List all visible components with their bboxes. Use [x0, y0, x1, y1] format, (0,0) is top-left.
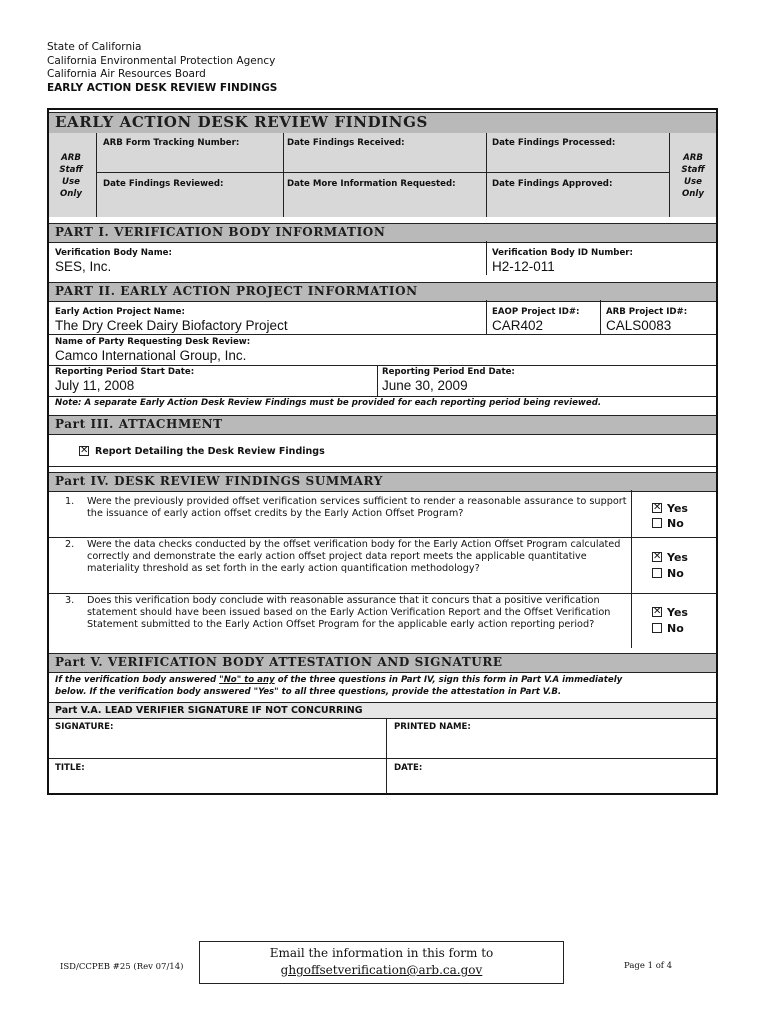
instr-part-b: of the three questions in Part IV, sign this form in Part V.A immediately — [274, 675, 623, 685]
question-1-text: Were the previously provided offset verification services sufficient to render a reasonable assurance to support the issuance of early action offset credits by the Early Action Offset Program? — [87, 496, 627, 520]
q2-yes-checkbox[interactable]: ✕ — [653, 551, 662, 562]
arb-right-3: Use — [684, 177, 702, 187]
reporting-period-note: Note: A separate Early Action Desk Review Findings must be provided for each reporting period being reviewed. — [55, 398, 602, 408]
part5-instructions-line2: below. If the verification body answered "Yes" to all three questions, provide the attestation in Part V.B. — [55, 687, 562, 697]
q3-no-label: No — [667, 622, 684, 635]
vb-name-label: Verification Body Name: — [55, 248, 172, 258]
part4-title: Part IV. DESK REVIEW FINDINGS SUMMARY — [55, 474, 383, 488]
form-id: ISD/CCPEB #25 (Rev 07/14) — [60, 962, 184, 972]
part5-instructions — [55, 675, 622, 685]
vb-id-value: H2-12-011 — [492, 259, 555, 274]
attachment-label: Report Detailing the Desk Review Findings — [95, 446, 325, 457]
end-date-value: June 30, 2009 — [382, 378, 468, 393]
date-processed-label: Date Findings Processed: — [492, 138, 616, 148]
attachment-checkbox[interactable]: ✕ — [80, 445, 89, 456]
part5-title: Part V. VERIFICATION BODY ATTESTATION AND SIGNATURE — [55, 655, 503, 669]
part1-title: PART I. VERIFICATION BODY INFORMATION — [55, 225, 386, 239]
signature-label: SIGNATURE: — [55, 722, 114, 732]
arb-right-4: Only — [682, 189, 704, 199]
arb-id-value: CALS0083 — [606, 318, 672, 333]
question-3-text: Does this verification body conclude with reasonable assurance that it concurs that a positive verification statement should have been issued based on the Early Action Verification Report and the Offset Verification Statement submitted to the Early Action Offset Program for the applicable early action reporting period? — [87, 595, 611, 631]
party-label: Name of Party Requesting Desk Review: — [55, 337, 251, 347]
date-label: DATE: — [394, 763, 423, 773]
desk-review-form — [47, 108, 718, 795]
part5-title-bar — [49, 653, 716, 673]
email-address[interactable]: ghgoffsetverification@arb.ca.gov — [280, 963, 483, 977]
arb-staff-use-left — [55, 152, 87, 200]
question-3-number: 3. — [65, 595, 75, 606]
arb-left-1: ARB — [61, 153, 81, 163]
vb-id-label: Verification Body ID Number: — [492, 248, 633, 258]
end-date-label: Reporting Period End Date: — [382, 367, 515, 377]
arb-id-label: ARB Project ID#: — [606, 307, 688, 317]
header-board: California Air Resources Board — [47, 68, 206, 80]
q1-no-checkbox[interactable] — [652, 518, 662, 528]
question-2-text: Were the data checks conducted by the offset verification body for the Early Action Offset Program calculated correctly and demonstrate the early action offset project data report meets the applicable quantitative materiality threshold as set forth in the early action quantification methodology? — [87, 539, 621, 575]
header-agency: California Environmental Protection Agency — [47, 54, 276, 67]
start-date-label: Reporting Period Start Date: — [55, 367, 195, 377]
date-approved-label: Date Findings Approved: — [492, 179, 613, 189]
instr-part-a: If the verification body answered — [55, 675, 220, 685]
arb-right-1: ARB — [683, 153, 703, 163]
title-label: TITLE: — [55, 763, 85, 773]
part3-title: Part III. ATTACHMENT — [55, 417, 223, 431]
project-name-value: The Dry Creek Dairy Biofactory Project — [55, 318, 288, 333]
q3-no-checkbox[interactable] — [652, 623, 662, 633]
q2-no-label: No — [667, 567, 684, 580]
vb-name-value: SES, Inc. — [55, 259, 112, 274]
eaop-id-value: CAR402 — [492, 318, 544, 333]
q1-yes-label: Yes — [667, 502, 688, 515]
q2-no-checkbox[interactable] — [652, 568, 662, 578]
part1-title-bar — [49, 223, 716, 243]
page-number: Page 1 of 4 — [624, 961, 673, 971]
q3-yes-checkbox[interactable]: ✕ — [653, 606, 662, 617]
part3-title-bar — [49, 415, 716, 435]
arb-right-2: Staff — [681, 165, 705, 175]
form-title: EARLY ACTION DESK REVIEW FINDINGS — [55, 113, 428, 131]
q1-yes-checkbox[interactable]: ✕ — [653, 502, 662, 513]
arb-left-2: Staff — [59, 165, 83, 175]
part2-title: PART II. EARLY ACTION PROJECT INFORMATION — [55, 284, 418, 298]
eaop-id-label: EAOP Project ID#: — [492, 307, 580, 317]
arb-staff-use-right — [677, 152, 709, 200]
question-1-number: 1. — [65, 496, 75, 507]
email-line-1: Email the information in this form to — [269, 946, 494, 960]
agency-header — [47, 41, 277, 95]
va-title: Part V.A. LEAD VERIFIER SIGNATURE IF NOT CONCURRING — [55, 705, 363, 716]
date-reviewed-label: Date Findings Reviewed: — [103, 179, 224, 189]
q1-no-label: No — [667, 517, 684, 530]
question-2-number: 2. — [65, 539, 75, 550]
tracking-number-label: ARB Form Tracking Number: — [103, 138, 240, 148]
date-more-info-label: Date More Information Requested: — [287, 179, 456, 189]
header-title: EARLY ACTION DESK REVIEW FINDINGS — [47, 81, 278, 94]
party-value: Camco International Group, Inc. — [55, 348, 247, 363]
arb-left-4: Only — [60, 189, 82, 199]
instr-no-any: "No" to any — [219, 675, 275, 685]
project-name-label: Early Action Project Name: — [55, 307, 185, 317]
printed-name-label: PRINTED NAME: — [394, 722, 471, 732]
part2-title-bar — [49, 282, 716, 302]
q2-yes-label: Yes — [667, 551, 688, 564]
email-box — [199, 941, 564, 984]
part4-title-bar — [49, 472, 716, 492]
date-received-label: Date Findings Received: — [287, 138, 405, 148]
header-state: State of California — [47, 41, 142, 53]
start-date-value: July 11, 2008 — [55, 378, 135, 393]
q3-yes-label: Yes — [667, 606, 688, 619]
form-title-bar — [49, 112, 716, 134]
arb-left-3: Use — [62, 177, 80, 187]
